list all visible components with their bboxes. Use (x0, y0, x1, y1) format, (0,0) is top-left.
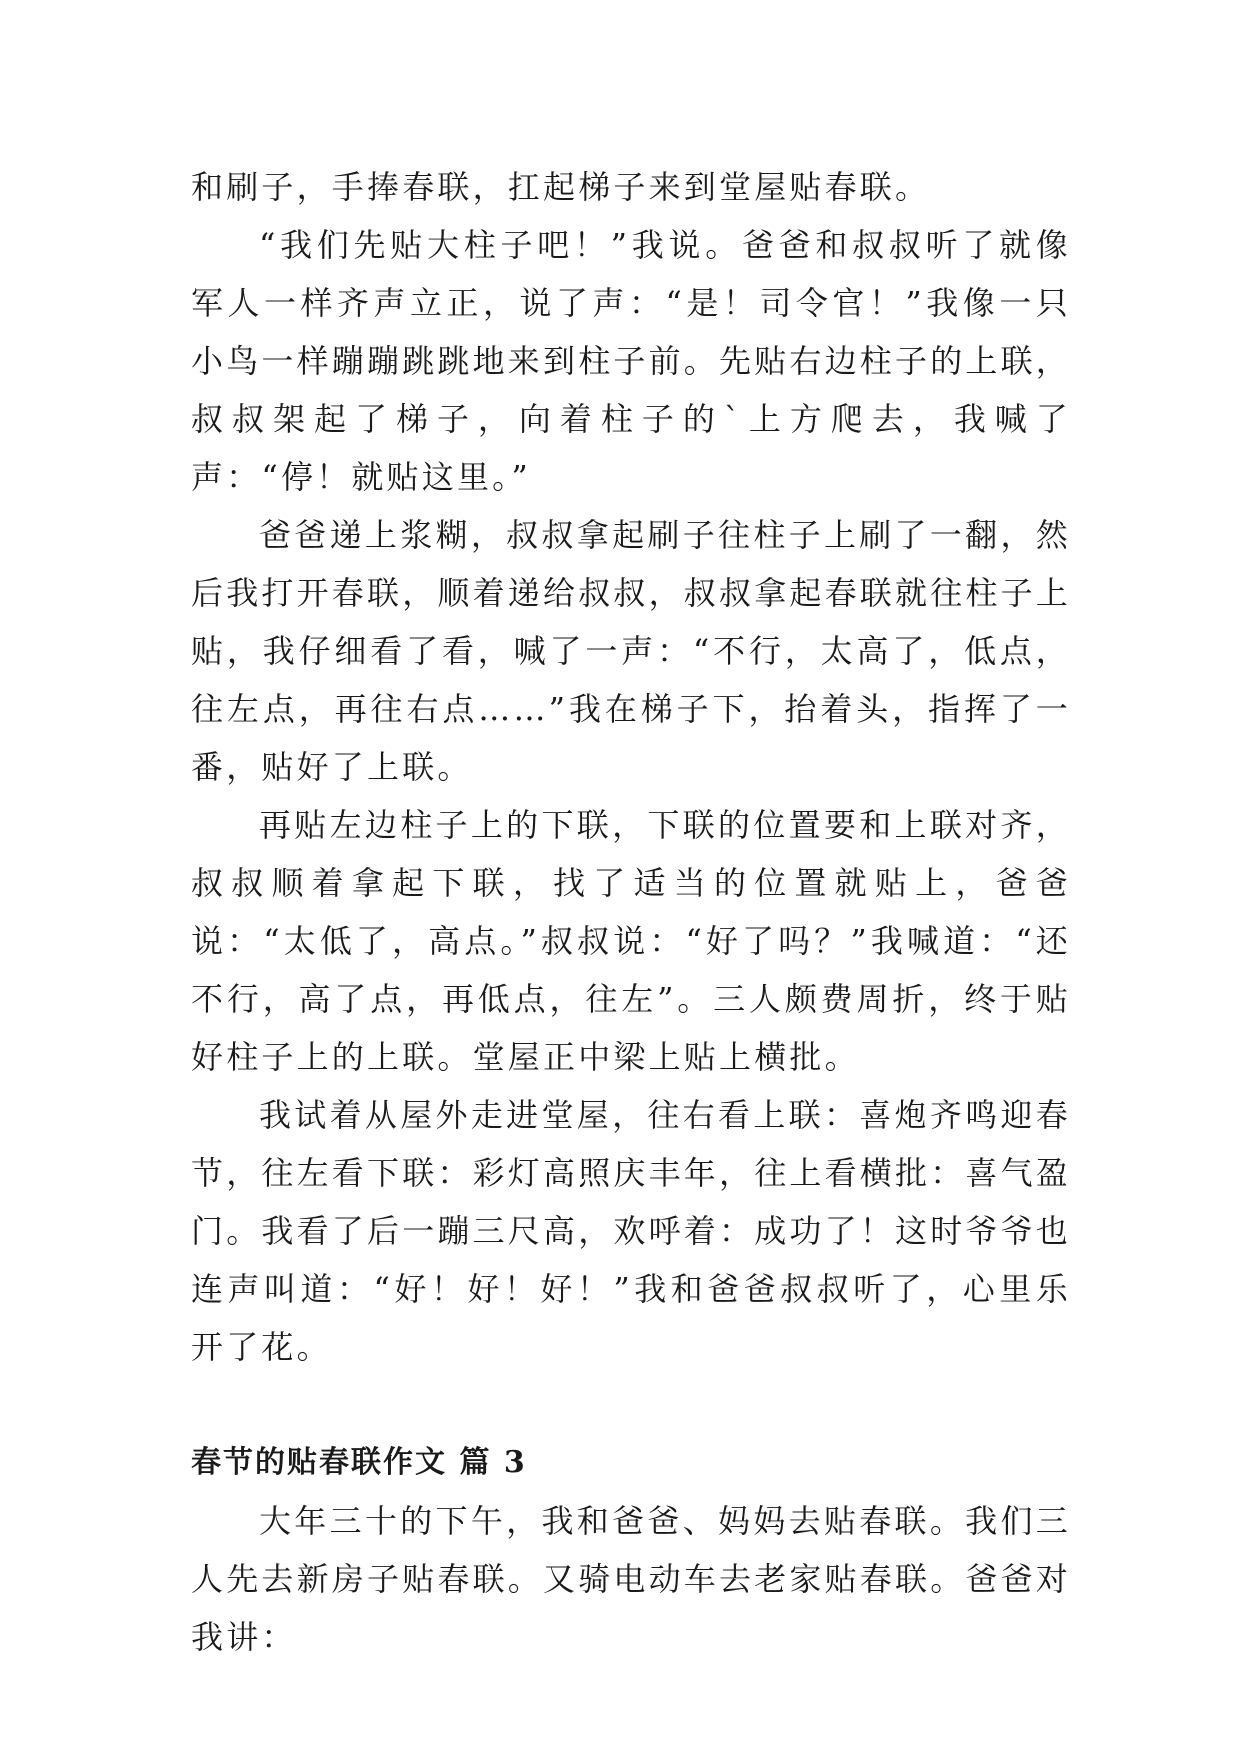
paragraph-6: 大年三十的下午，我和爸爸、妈妈去贴春联。我们三人先去新房子贴春联。又骑电动车去老家贴春联。爸爸对我讲： (191, 1502, 1072, 1656)
paragraph-5: 我试着从屋外走进堂屋，往右看上联：喜炮齐鸣迎春节，往左看下联：彩灯高照庆丰年，往上看横批：喜气盈门。我看了后一蹦三尺高，欢呼着：成功了！这时爷爷也连声叫道：“好！好！好！”我和爸爸叔叔听了，心里乐开了花。 (191, 1096, 1072, 1366)
paragraph-3: 爸爸递上浆糊，叔叔拿起刷子往柱子上刷了一翻，然后我打开春联，顺着递给叔叔，叔叔拿起春联就往柱子上贴，我仔细看了看，喊了一声：“不行，太高了，低点，往左点，再往右点……”我在梯子下，抬着头，指挥了一番，贴好了上联。 (191, 516, 1072, 786)
paragraph-4: 再贴左边柱子上的下联，下联的位置要和上联对齐，叔叔顺着拿起下联，找了适当的位置就贴上，爸爸说：“太低了，高点。”叔叔说：“好了吗？”我喊道：“还不行，高了点，再低点，往左”。三人颇费周折，终于贴好柱子上的上联。堂屋正中梁上贴上横批。 (191, 806, 1071, 1076)
section-heading: 春节的贴春联作文 篇 3 (191, 1445, 527, 1480)
paragraph-1: 和刷子，手捧春联，扛起梯子来到堂屋贴春联。 (191, 168, 931, 206)
paragraph-2: “我们先贴大柱子吧！”我说。爸爸和叔叔听了就像军人一样齐声立正，说了声：“是！司令官！”我像一只小鸟一样蹦蹦跳跳地来到柱子前。先贴右边柱子的上联，叔叔架起了梯子，向着柱子的`上方爬去，我喊了声：“停！就贴这里。” (191, 226, 1072, 496)
document-page (191, 158, 1071, 1666)
